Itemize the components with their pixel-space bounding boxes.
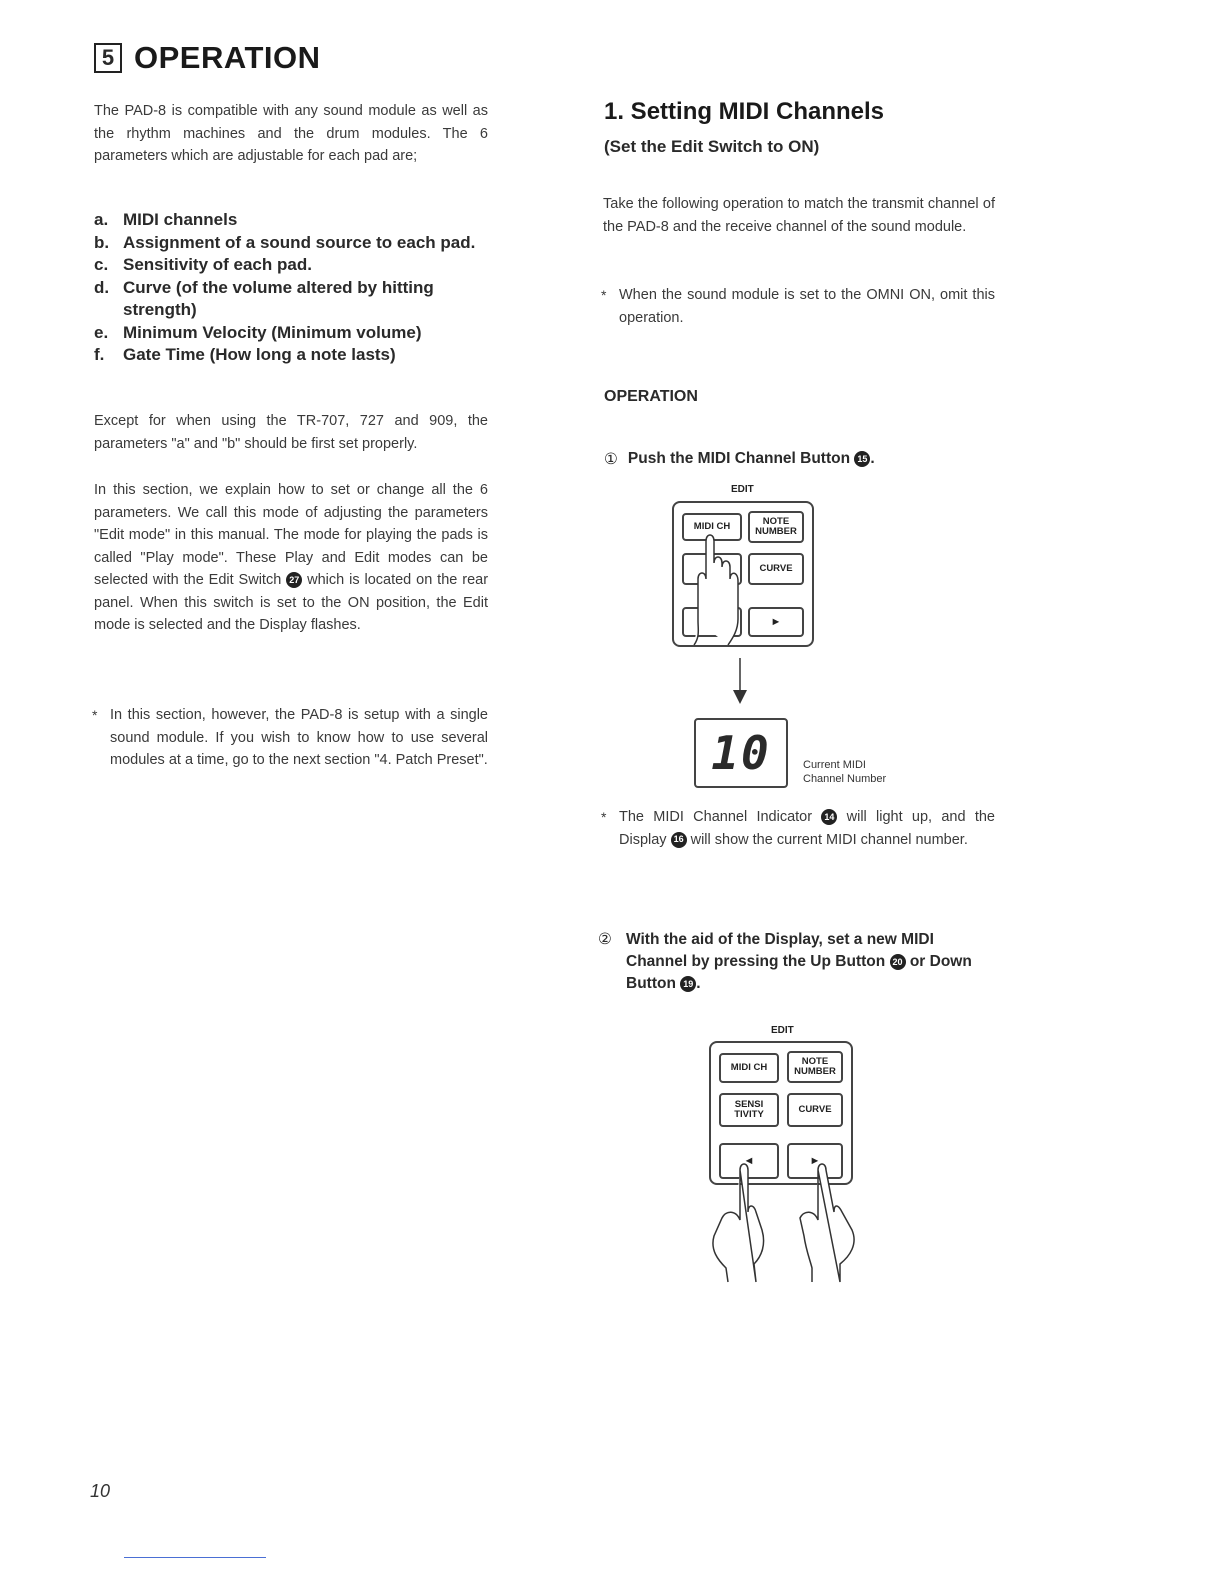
list-item: c. Sensitivity of each pad. <box>94 255 312 274</box>
subsection-subtitle: (Set the Edit Switch to ON) <box>604 137 820 156</box>
setup-note: * In this section, however, the PAD-8 is setup with a single sound module. If you wish to know how to use several modules at a time, go to the next section "4. Patch Preset". <box>92 707 488 768</box>
list-item: e. Minimum Velocity (Minimum volume) <box>94 322 422 342</box>
midi-channel-button-ref: 15 <box>854 451 870 467</box>
parameter-list <box>94 209 494 367</box>
up-button[interactable]: ► <box>748 607 804 637</box>
list-item: d. Curve (of the volume altered by hitting strength) <box>94 277 434 319</box>
note-number-button[interactable]: NOTE NUMBER <box>748 511 804 543</box>
list-item: f. Gate Time (How long a note lasts) <box>94 345 396 364</box>
subsection-title: 1. Setting MIDI Channels <box>604 98 885 125</box>
intro-paragraph: The PAD-8 is compatible with any sound module as well as the rhythm machines and the drum modules. The 6 parameters which are adjustable for each pad are; <box>94 103 488 164</box>
list-item: a. MIDI channels <box>94 210 238 229</box>
section-header <box>94 40 321 76</box>
display-ref: 16 <box>671 832 687 848</box>
curve-button[interactable]: CURVE <box>787 1093 843 1127</box>
operation-label: OPERATION <box>604 388 698 405</box>
midi-ch-button[interactable]: MIDI CH <box>719 1053 779 1083</box>
section-number: 5 <box>94 43 122 73</box>
edit-label: EDIT <box>731 484 754 495</box>
step-1: ① Push the MIDI Channel Button 15 . <box>604 450 875 468</box>
section-title: OPERATION <box>134 40 321 75</box>
edit-label: EDIT <box>771 1025 794 1036</box>
pointing-hand-icon <box>672 501 812 646</box>
edit-switch-ref: 27 <box>286 572 302 588</box>
step-2: ② With the aid of the Display, set a new MIDI Channel by pressing the Up Button 20 or Down Button 19 . <box>598 931 972 992</box>
note-number-button[interactable]: NOTE NUMBER <box>787 1051 843 1083</box>
display-readout: 10 <box>694 718 788 788</box>
indicator-note: * The MIDI Channel Indicator 14 will light up, and the Display 16 will show the current MIDI channel number. <box>601 809 995 848</box>
pointing-hands-icon <box>700 1160 870 1284</box>
down-button[interactable]: ◄ <box>719 1143 779 1179</box>
down-button-ref: 19 <box>680 976 696 992</box>
take-paragraph: Take the following operation to match the transmit channel of the PAD-8 and the receive channel of the sound module. <box>603 196 995 235</box>
omni-note: * When the sound module is set to the OMNI ON, omit this operation. <box>601 287 995 326</box>
display-caption: Current MIDI Channel Number <box>803 759 887 785</box>
down-arrow-icon <box>728 656 752 708</box>
up-button-ref: 20 <box>890 954 906 970</box>
midi-ch-button[interactable]: MIDI CH <box>682 513 742 541</box>
page-number: 10 <box>90 1481 111 1501</box>
up-button[interactable]: ► <box>787 1143 843 1179</box>
except-paragraph: Except for when using the TR-707, 727 and 909, the parameters "a" and "b" should be first set properly. <box>94 413 488 452</box>
edit-mode-paragraph: In this section, we explain how to set or change all the 6 parameters. We call this mode of adjusting the parameters "Edit mode" in this manual. The mode for playing the pads is called "Play mode". These Play and Edit modes can be selected with the Edit Switch 27 which is located on the rear panel. When this switch is set to the ON position, the Edit mode is selected and the Display flashes. <box>94 482 489 633</box>
list-item: b. Assignment of a sound source to each pad. <box>94 232 476 252</box>
sensitivity-button[interactable]: SENSI TIVITY <box>719 1093 779 1127</box>
curve-button[interactable]: CURVE <box>748 553 804 585</box>
footer-rule <box>124 1557 266 1558</box>
midi-channel-indicator-ref: 14 <box>821 809 837 825</box>
